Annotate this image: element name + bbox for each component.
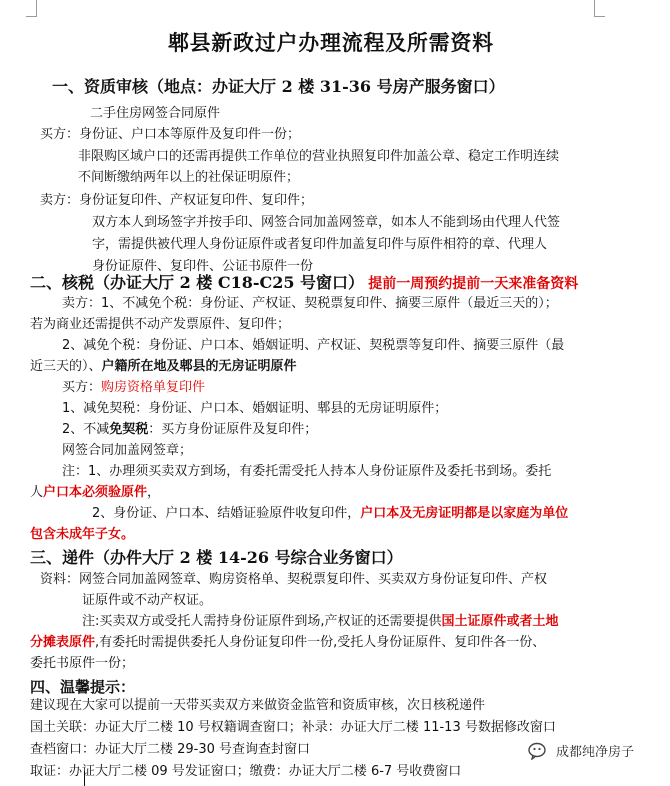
s2-line-9: 注：1、办理须买卖双方到场，有委托需受托人持本人身份证原件及委托书到场。委托 <box>62 464 552 479</box>
s3-line-4-red: 分摊表原件 <box>30 635 96 650</box>
s2-line-7-tail: ：买方身份证原件及复印件； <box>148 422 318 437</box>
s2-line-10-red: 户口本必须验原件 <box>43 485 148 500</box>
watermark <box>528 741 634 760</box>
s2-line-11-text: 2、身份证、户口本、结婚证验原件收复印件， <box>92 506 361 521</box>
s2-line-6: 1、减免契税：身份证、户口本、婚姻证明、郫县的无房证明原件； <box>62 401 448 416</box>
s2-line-11 <box>92 505 568 523</box>
crop-mark-top-left <box>26 0 37 17</box>
s2-line-10-tail: ， <box>147 485 161 500</box>
s2-line-5 <box>62 379 205 397</box>
document-title: 郫县新政过户办理流程及所需资料 <box>167 30 494 55</box>
s1-line-4: 不间断缴纳两年以上的社保证明原件； <box>78 170 300 185</box>
s1-line-3: 非限购区域户口的还需再提供工作单位的营业执照复印件加盖公章、稳定工作明连续 <box>78 149 560 164</box>
watermark-text: 成都纯净房子 <box>556 745 635 760</box>
s4-line-2: 国土关联：办证大厅二楼 10 号权籍调查窗口；补录：办证大厅二楼 11-13 号数据修改窗口 <box>30 720 556 735</box>
s4-line-3: 查档窗口：办证大厅二楼 29-30 号查询查封窗口 <box>30 742 311 757</box>
s3-line-2: 证原件或不动产权证。 <box>82 593 213 608</box>
s1-line-6: 双方本人到场签字并按手印、网签合同加盖网签章，如本人不能到场由代理人代签 <box>92 215 561 230</box>
s2-line-5-text: 买方： <box>62 380 102 395</box>
s2-line-4-bold: 户籍所在地及郫县的无房证明原件 <box>101 359 297 374</box>
section-2-heading: 二、核税（办证大厅 2 楼 C18-C25 号窗口） <box>30 273 365 292</box>
s1-line-7: 字，需提供被代理人身份证原件或者复印件加盖复印件与原件相符的章、代理人 <box>92 237 548 252</box>
s3-line-4 <box>30 634 545 652</box>
section-3-heading: 三、递件（办件大厅 2 楼 14-26 号综合业务窗口） <box>30 548 403 567</box>
s2-line-8: 网签合同加盖网签章； <box>62 443 193 458</box>
s2-line-1: 卖方：1、不减免个税：身份证、产权证、契税票复印件、摘要三原件（最近三天的）； <box>62 296 558 311</box>
s3-line-4-text: ,有委托时需提供委托人身份证复印件一份,受托人身份证原件、复印件各一份、 <box>95 635 546 650</box>
crop-mark-top-right <box>594 0 605 17</box>
s2-line-4-text: 近三天的）、 <box>30 359 102 374</box>
s1-line-1: 二手住房网签合同原件 <box>90 106 221 121</box>
s4-line-1: 建议现在大家可以提前一天带买卖双方来做资金监管和资质审核，次日核税递件 <box>30 698 486 713</box>
s1-line-8: 身份证原件、复印件、公证书原件一份 <box>92 259 314 274</box>
s3-line-5: 委托书原件一份； <box>30 656 135 671</box>
section-1-heading: 一、资质审核（地点：办证大厅 2 楼 31-36 号房产服务窗口） <box>52 77 505 96</box>
section-2-heading-row <box>30 272 578 294</box>
s4-line-4: 取证：办证大厅二楼 09 号发证窗口；缴费：办证大厅二楼 6-7 号收费窗口 <box>30 764 462 779</box>
s2-line-4 <box>30 358 297 376</box>
s1-line-2: 买方：身份证、户口本等原件及复印件一份； <box>40 127 301 142</box>
s3-line-3-red: 国土证原件或者土地 <box>441 614 559 629</box>
s2-line-5-red: 购房资格单复印件 <box>101 380 206 395</box>
s3-line-3-text: 注:买卖双方或受托人需持身份证原件到场,产权证的还需要提供 <box>82 614 442 629</box>
s2-line-10-text: 人 <box>30 485 44 500</box>
s2-line-7 <box>62 421 317 439</box>
s2-line-11-red: 户口本及无房证明都是以家庭为单位 <box>360 506 569 521</box>
s2-line-7-bold: 免契税 <box>109 422 149 437</box>
section-2-heading-note: 提前一周预约提前一天来准备资料 <box>368 276 579 292</box>
s2-line-12: 包含未成年子女。 <box>30 527 135 542</box>
s3-line-3 <box>82 613 559 631</box>
section-4-heading: 四、温馨提示： <box>30 678 136 696</box>
s2-line-10 <box>30 484 160 502</box>
s2-line-2: 若为商业还需提供不动产发票原件、复印件； <box>30 317 291 332</box>
s2-line-7-text: 2、不减 <box>62 422 110 437</box>
s2-line-3: 2、减免个税：身份证、户口本、婚姻证明、产权证、契税票等复印件、摘要三原件（最 <box>62 338 565 353</box>
s1-line-5: 卖方：身份证复印件、产权证复印件、复印件； <box>40 193 314 208</box>
wechat-official-account-icon <box>528 742 550 760</box>
s3-line-1: 资料：网签合同加盖网签章、购房资格单、契税票复印件、买卖双方身份证复印件、产权 <box>40 572 548 587</box>
